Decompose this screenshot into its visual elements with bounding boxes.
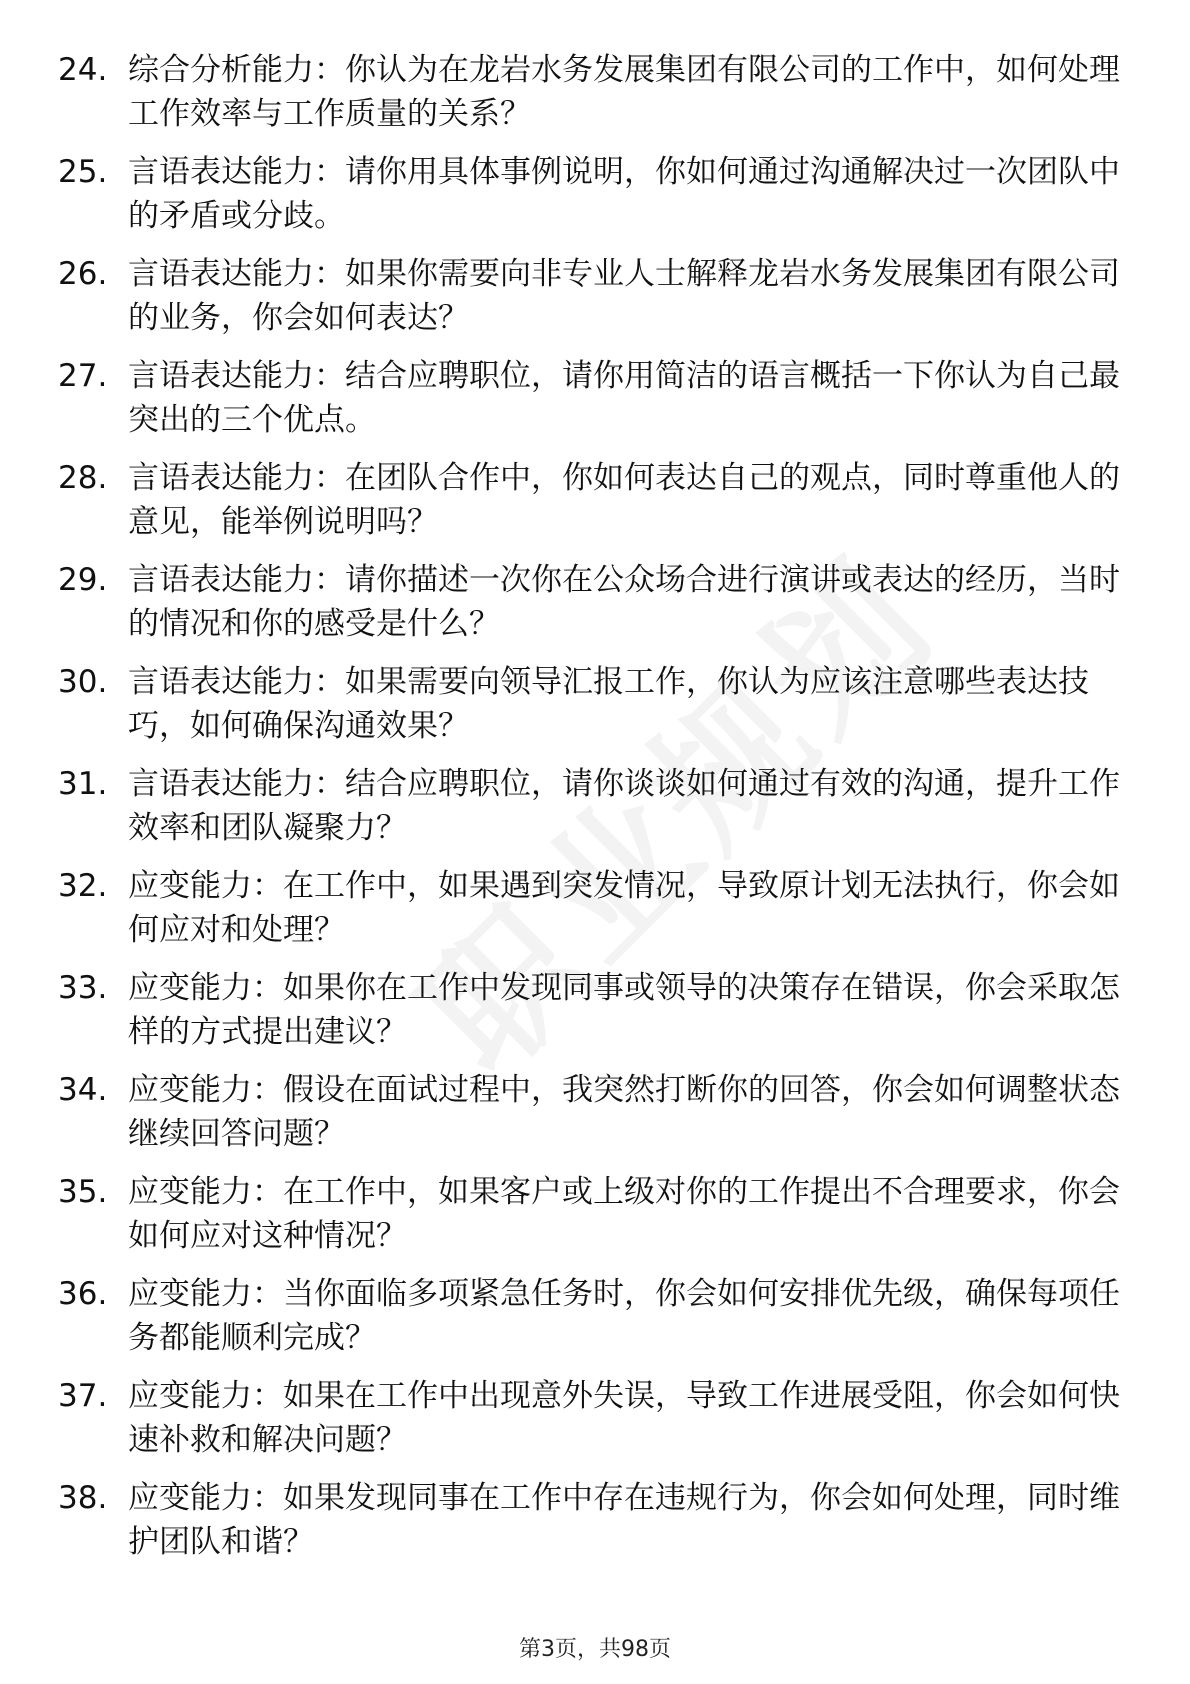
question-number: 37. (58, 1378, 108, 1414)
question-number: 33. (58, 970, 108, 1006)
question-text: 言语表达能力：请你用具体事例说明，你如何通过沟通解决过一次团队中的矛盾或分歧。 (128, 154, 1120, 234)
question-number: 24. (58, 52, 108, 88)
question-list (58, 48, 1138, 1578)
question-text: 言语表达能力：如果需要向领导汇报工作，你认为应该注意哪些表达技巧，如何确保沟通效果？ (128, 664, 1089, 744)
question-number: 26. (58, 256, 108, 292)
question-text: 言语表达能力：如果你需要向非专业人士解释龙岩水务发展集团有限公司的业务，你会如何表达？ (128, 256, 1120, 336)
question-text: 应变能力：如果你在工作中发现同事或领导的决策存在错误，你会采取怎样的方式提出建议？ (128, 970, 1120, 1050)
question-item (58, 660, 1138, 762)
question-item (58, 1170, 1138, 1272)
question-item (58, 1476, 1138, 1578)
question-number: 35. (58, 1174, 108, 1210)
question-text: 综合分析能力：你认为在龙岩水务发展集团有限公司的工作中，如何处理工作效率与工作质量的关系？ (128, 52, 1120, 132)
question-number: 27. (58, 358, 108, 394)
question-number: 28. (58, 460, 108, 496)
question-text: 言语表达能力：结合应聘职位，请你谈谈如何通过有效的沟通，提升工作效率和团队凝聚力？ (128, 766, 1120, 846)
question-text: 言语表达能力：结合应聘职位，请你用简洁的语言概括一下你认为自己最突出的三个优点。 (128, 358, 1120, 438)
question-text: 言语表达能力：请你描述一次你在公众场合进行演讲或表达的经历，当时的情况和你的感受是什么？ (128, 562, 1120, 642)
question-item (58, 558, 1138, 660)
question-item (58, 966, 1138, 1068)
question-text: 言语表达能力：在团队合作中，你如何表达自己的观点，同时尊重他人的意见，能举例说明吗？ (128, 460, 1120, 540)
question-text: 应变能力：当你面临多项紧急任务时，你会如何安排优先级，确保每项任务都能顺利完成？ (128, 1276, 1120, 1356)
question-item (58, 354, 1138, 456)
question-number: 29. (58, 562, 108, 598)
question-text: 应变能力：如果发现同事在工作中存在违规行为，你会如何处理，同时维护团队和谐？ (128, 1480, 1120, 1560)
question-number: 30. (58, 664, 108, 700)
question-item (58, 1272, 1138, 1374)
question-number: 34. (58, 1072, 108, 1108)
question-number: 38. (58, 1480, 108, 1516)
question-number: 32. (58, 868, 108, 904)
question-item (58, 456, 1138, 558)
question-item (58, 1068, 1138, 1170)
page-footer: 第3页，共98页 (519, 1637, 671, 1662)
question-item (58, 1374, 1138, 1476)
question-number: 36. (58, 1276, 108, 1312)
question-item (58, 762, 1138, 864)
question-number: 31. (58, 766, 108, 802)
question-text: 应变能力：假设在面试过程中，我突然打断你的回答，你会如何调整状态继续回答问题？ (128, 1072, 1120, 1152)
question-item (58, 150, 1138, 252)
question-item (58, 864, 1138, 966)
question-item (58, 252, 1138, 354)
question-text: 应变能力：如果在工作中出现意外失误，导致工作进展受阻，你会如何快速补救和解决问题？ (128, 1378, 1120, 1458)
question-number: 25. (58, 154, 108, 190)
question-item (58, 48, 1138, 150)
question-text: 应变能力：在工作中，如果遇到突发情况，导致原计划无法执行，你会如何应对和处理？ (128, 868, 1120, 948)
question-text: 应变能力：在工作中，如果客户或上级对你的工作提出不合理要求，你会如何应对这种情况？ (128, 1174, 1120, 1254)
